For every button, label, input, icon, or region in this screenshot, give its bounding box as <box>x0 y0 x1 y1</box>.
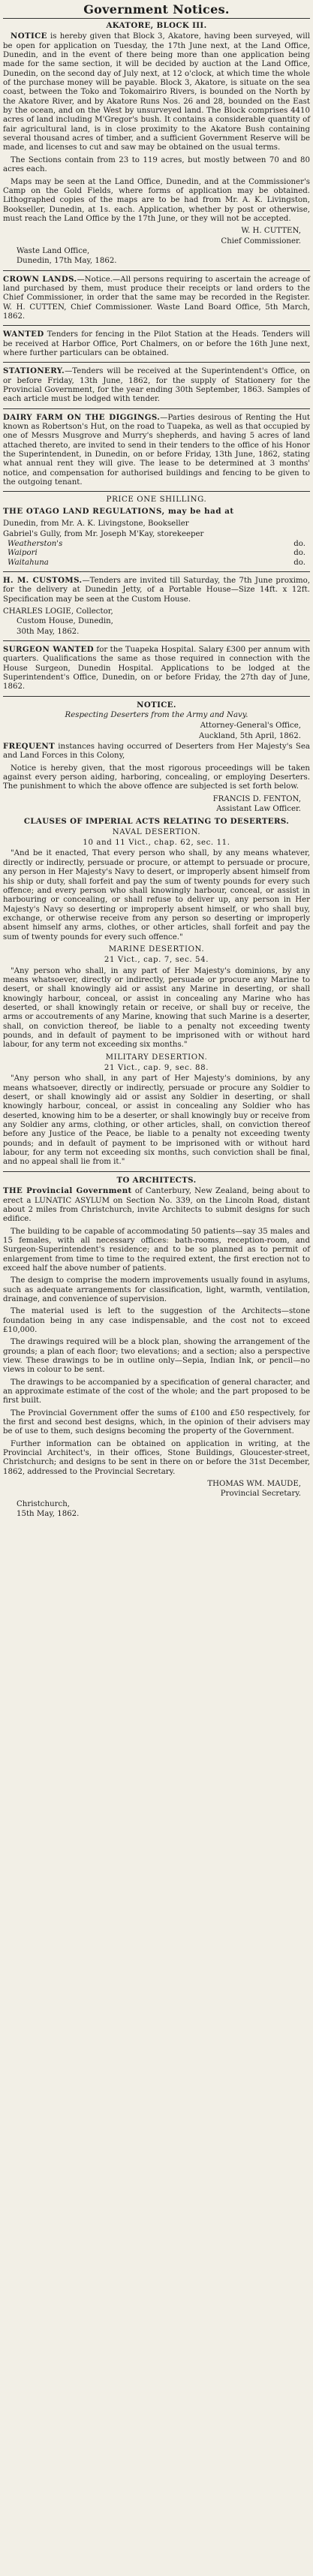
notice-paragraph: The design to comprise the modern improvements usually found in asylums, such as adequate arrangements for classification, light, warmth, ventilation, drainage, and convenience of supervision. <box>3 1276 310 1303</box>
notice-paragraph: The Provincial Government offer the sums of £100 and £50 respectively, for the first and second best designs, which, in the opinion of their advisers may be of use to them, such designs becoming the property of the Government. <box>3 1409 310 1436</box>
notice-pilot-station <box>3 330 310 358</box>
place-value: do. <box>293 549 305 558</box>
notice-heading: TO ARCHITECTS. <box>116 1175 197 1185</box>
notice-lead: CROWN LANDS. <box>3 274 77 284</box>
notice-text: is hereby given that Block 3, Akatore, having been surveyed, will be open for application on Tuesday, the 17th June next, at the Land Office, Dunedin, and in the event of there being more than one application being made for the same section, it will be decided by auction at the Land Office, Dunedin, on the second day of July next, at 12 o'clock, at which time the whole of the purchase money will be payable. Block 3, Akatore, is situate on the sea coast, between the Toko and Tokomairiro Rivers, is bounded on the North by the Akatore River, and by Akatore Runs Nos. 26 and 28, bounded on the East by the ocean, and on the West by unsurveyed land. The Block comprises 4410 acres of land including M'Gregor's bush. It contains a considerable quantity of fair agricultural land, is in close proximity to the Akatore Bush containing several thousand acres of timber, and a sufficient Government Reserve will be made, and licenses to cut and saw may be obtained on the usual terms. <box>3 32 310 152</box>
government-notices-page <box>3 0 310 1520</box>
divider <box>3 362 310 363</box>
military-heading: MILITARY DESERTION. <box>105 1053 208 1062</box>
divider <box>3 640 310 641</box>
list-item <box>8 540 305 549</box>
notice-paragraph: Maps may be seen at the Land Office, Dunedin, and at the Commissioner's Camp on the Gold Fields, where forms of application may be obtained. Lithographed copies of the maps are to be had from Mr. A. K. Livingston, Bookseller, Dunedin, at 1s. each. Application, whether by post or otherwise, must reach the Land Office by the 17th June, or they will not be accepted. <box>3 177 310 223</box>
notice-lead: DAIRY FARM ON THE DIGGINGS. <box>3 412 161 422</box>
office-line: Attorney-General's Office, <box>200 722 301 731</box>
notice-paragraph: The drawings required will be a block plan, showing the arrangement of the grounds; a plan of each floor; two elevations; and a section; also a perspective view. These drawings to be in outline only—Sepia, Indian Ink, or pencil—no views in colour to be sent. <box>3 1338 310 1375</box>
vendor-line: Gabriel's Gully, from Mr. Joseph M'Kay, storekeeper <box>3 529 204 538</box>
notice-heading: NOTICE. <box>137 700 176 710</box>
notice-heading <box>3 507 310 517</box>
notice-crown-lands <box>3 275 310 322</box>
notice-body <box>3 1186 310 1224</box>
signature: W. H. CUTTEN, <box>241 227 301 236</box>
place-value: do. <box>293 539 305 548</box>
divider <box>3 408 310 409</box>
notice-lead: NOTICE <box>11 32 47 41</box>
notice-body <box>3 366 310 404</box>
signature-title: Assistant Law Officer. <box>216 805 301 814</box>
notice-lead: THE OTAGO LAND REGULATIONS, may be had at <box>3 506 234 516</box>
notice-paragraph: The building to be capable of accommodating 50 patients—say 35 males and 15 females, with all necessary offices: bath-rooms, reception-room, and Surgeon-Superintendent's residence; and to be so planned as to permit of enlargement from time to time to the required extent, the first erection not to exceed half the above number of patients. <box>3 1227 310 1273</box>
place-value: do. <box>293 558 305 567</box>
divider <box>3 696 310 697</box>
divider <box>3 571 310 572</box>
page-title: Government Notices. <box>3 2 310 19</box>
notice-body <box>3 742 310 761</box>
notice-text: instances having occurred of Deserters from Her Majesty's Sea and Land Forces in this Colony, <box>3 743 310 761</box>
notice-lead: SURGEON WANTED <box>3 644 94 654</box>
notice-lead: THE Provincial Government <box>3 1186 132 1196</box>
notice-subheading: Respecting Deserters from the Army and Navy. <box>65 711 248 719</box>
notice-body <box>3 645 310 692</box>
clause-text: "And be it enacted, That every person who shall, by any means whatever, directly or indirectly, persuade or procure, or attempt to persuade or procure, any person in Her Majesty's Navy to desert, or improperly absent himself from his ship or duty, shall forfeit and pay the sum of twenty pounds for every such offence; and every person who shall knowingly harbour, conceal, or assist in harbouring or concealing, or shall refuse to deliver up, any person in Her Majesty's Navy so deserting or improperly absent himself, or who shall buy, exchange, or otherwise receive from any person so deserting or improperly absent himself any arms, clothes, or other articles, shall forfeit and pay the sum of twenty pounds for every such offence." <box>3 849 310 942</box>
place-name: Waipori <box>8 549 38 558</box>
notice-paragraph: Further information can be obtained on application in writing, at the Provincial Architect's, in their offices, Stone Buildings, Gloucester-street, Christchurch; and designs to be sent in there on or before the 31st December, 1862, addressed to the Provincial Secretary. <box>3 1439 310 1476</box>
signature: FRANCIS D. FENTON, <box>212 794 301 803</box>
notice-akatore <box>3 21 310 267</box>
clauses-heading: CLAUSES OF IMPERIAL ACTS RELATING TO DESERTERS. <box>23 817 290 827</box>
list-item <box>8 549 305 558</box>
signature-title: Provincial Secretary. <box>220 1490 301 1499</box>
notice-deserters <box>3 700 310 1167</box>
date-line: Dunedin, 17th May, 1862. <box>17 257 117 266</box>
divider <box>3 1171 310 1172</box>
date-line: Auckland, 5th April, 1862. <box>199 731 301 740</box>
clause-text: "Any person who shall, in any part of Her Majesty's dominions, by any means whatsoever, directly or indirectly, persuade or procure any Marine to desert, or shall knowingly aid or assist any Marine in deserting, or shall knowingly harbour, conceal, or assist in concealing any Marine who has deserted, or shall knowingly retain or receive, or shall buy or receive, the arms or accoutrements of any Marine, knowing that such Marine is a deserter, shall, on conviction thereof, be liable to a penalty not exceeding twenty pounds, and in default of payment to be imprisoned with or without hard labour, for any term not exceeding six months." <box>3 966 310 1050</box>
divider <box>3 491 310 492</box>
notice-lead: STATIONERY. <box>3 366 65 376</box>
notice-paragraph: Notice is hereby given, that the most rigorous proceedings will be taken against every person aiding, harboring, concealing, or employing Deserters. The punishment to which the above offence are subjected is set forth below. <box>3 764 310 791</box>
notice-stationery <box>3 366 310 404</box>
notice-lead: WANTED <box>3 330 44 339</box>
divider <box>3 270 310 271</box>
notice-body <box>3 576 310 604</box>
notice-text: —Parties desirous of Renting the Hut known as Robertson's Hut, on the road to Tuapeka, as well as that occupied by one of Messrs Musgrove and Murry's shepherds, and having 5 acres of land attached thereto, are invited to send in their tenders to the office of his Honor the Superintendent, in Dunedin, on or before Friday, 13th June, 1862, stating what annual rent they will give. The lease to be determined at 3 months' notice, and compensation for authorised buildings and fencing to be given to the outgoing tenant. <box>3 413 310 487</box>
place-name: Weatherston's <box>8 539 63 548</box>
notice-paragraph: The Sections contain from 23 to 119 acres, but mostly between 70 and 80 acres each. <box>3 155 310 174</box>
notice-text: Tenders for fencing in the Pilot Station at the Heads. Tenders will be received at Harbor Office, Port Chalmers, on or before the 16th June next, where further particulars can be obtained. <box>3 330 310 357</box>
office-line: Waste Land Office, <box>17 246 90 255</box>
notice-text: —Tenders will be received at the Superintendent's Office, on or before Friday, 13th June, 1862, for the supply of Stationery for the Provincial Government, for the year ending 30th September, 1863. Samples of each article must be lodged with tender. <box>3 367 310 404</box>
signature: CHARLES LOGIE, Collector, <box>3 607 113 616</box>
notice-surgeon <box>3 645 310 692</box>
signature-title: Chief Commissioner. <box>221 237 301 246</box>
marine-heading: MARINE DESERTION. <box>108 945 205 954</box>
notice-architects <box>3 1176 310 1520</box>
notice-customs <box>3 576 310 637</box>
office-line: Custom House, Dunedin, <box>17 617 113 626</box>
notice-body <box>3 275 310 322</box>
notice-land-regulations <box>3 496 310 567</box>
notice-lead: FREQUENT <box>3 742 56 752</box>
divider <box>3 325 310 326</box>
vendor-line: Dunedin, from Mr. A. K. Livingstone, Bookseller <box>3 520 189 529</box>
date-line: 30th May, 1862. <box>17 627 80 636</box>
act-reference: 10 and 11 Vict., chap. 62, sec. 11. <box>83 839 230 848</box>
notice-text: for the Tuapeka Hospital. Salary £300 per annum with quarters. Qualifications the same as those required in connection with the House Surgeon, Dunedin Hospital. Applications to be lodged at the Superintendent's Office, Dunedin, on or before Friday, the 27th day of June, 1862. <box>3 645 310 691</box>
notice-body <box>3 413 310 488</box>
naval-heading: NAVAL DESERTION. <box>112 827 201 836</box>
notice-lead: H. M. CUSTOMS. <box>3 575 83 585</box>
act-reference: 21 Vict., cap. 9, sec. 88. <box>104 1064 209 1073</box>
notice-text: of Canterbury, New Zealand, being about to erect a LUNATIC ASYLUM on Section No. 339, on the Lincoln Road, distant about 2 miles from Christchurch, invite Architects to submit designs for such edifice. <box>3 1187 310 1224</box>
notice-body <box>3 330 310 358</box>
list-item <box>8 559 305 568</box>
date-line: 15th May, 1862. <box>17 1510 80 1519</box>
price-line: PRICE ONE SHILLING. <box>106 496 207 505</box>
notice-body <box>3 32 310 152</box>
notice-text: —Notice.—All persons requiring to ascertain the acreage of land purchased by them, must produce their receipts or land orders to the Chief Commissioner, in order that the same may be recorded in the Register. W. H. CUTTEN, Chief Commissioner. Waste Land Board Office, 5th March, 1862. <box>3 275 310 321</box>
notice-heading: AKATORE, BLOCK III. <box>106 21 207 30</box>
act-reference: 21 Vict., cap. 7, sec. 54. <box>104 956 209 965</box>
clause-text: "Any person who shall, in any part of Her Majesty's dominions, by any means whatsoever, directly or indirectly, persuade or procure any Soldier to desert, or shall knowingly aid or assist any Soldier in deserting, or shall knowingly harbour, conceal, or assist in concealing any Soldier who has deserted, knowing him to be a deserter, or shall knowingly buy or receive from any Soldier any arms, clothing, or other articles, shall, on conviction thereof before any Justice of the Peace, be liable to a penalty not exceeding twenty pounds; and in default of payment to be imprisoned with or without hard labour, for any term not exceeding six months, such conviction shall be final, and no appeal shall lie from it." <box>3 1074 310 1167</box>
notice-dairy-farm <box>3 413 310 488</box>
place-name: Waitahuna <box>8 558 49 567</box>
notice-paragraph: The material used is left to the suggestion of the Architects—stone foundation being in any case indispensable, and the cost not to exceed £10,000. <box>3 1307 310 1334</box>
notice-paragraph: The drawings to be accompanied by a specification of general character, and an approximate estimate of the cost of the whole; and the part proposed to be first built. <box>3 1378 310 1406</box>
signature: THOMAS WM. MAUDE, <box>207 1480 301 1489</box>
place-line: Christchurch, <box>17 1499 71 1508</box>
notice-text: —Tenders are invited till Saturday, the 7th June proximo, for the delivery at Dunedin Jetty, of a Portable House—Size 14ft. x 12ft. Specification may be seen at the Custom House. <box>3 576 310 604</box>
